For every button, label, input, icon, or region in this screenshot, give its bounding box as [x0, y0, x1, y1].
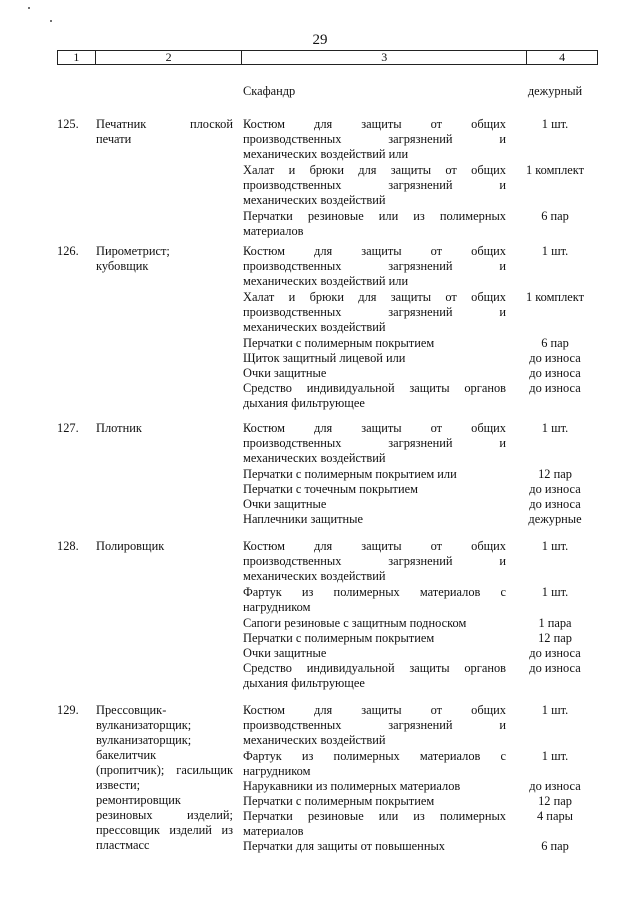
ppe-item-line: Костюм для защиты от общих	[243, 244, 506, 258]
profession-line: Пирометрист;	[96, 244, 170, 258]
ppe-quantity: 12 пар	[538, 467, 572, 481]
profession-line: кубовщик	[96, 259, 149, 273]
table-header	[57, 50, 598, 65]
ppe-item-line: материалов	[243, 824, 304, 838]
profession-line: (пропитчик); гасильщик	[96, 763, 233, 777]
ppe-item-line: механических воздействий	[243, 451, 386, 465]
ppe-quantity: 1 шт.	[541, 703, 569, 717]
ppe-item-line: механических воздействий	[243, 193, 386, 207]
ppe-item-line: Фартук из полимерных материалов с	[243, 585, 506, 599]
profession-line: Печатник плоской	[96, 117, 233, 131]
preface-item: Скафандр	[243, 84, 296, 98]
ppe-item-line: Перчатки с полимерным покрытием	[243, 631, 435, 645]
entry-number: 125.	[57, 117, 79, 131]
ppe-item-line: Фартук из полимерных материалов с	[243, 749, 506, 763]
ppe-item-line: Костюм для защиты от общих	[243, 539, 506, 553]
profession-line: печати	[96, 132, 132, 146]
profession-line: Полировщик	[96, 539, 165, 553]
ppe-quantity: до износа	[529, 779, 581, 793]
profession-line: вулканизаторщик;	[96, 733, 192, 747]
ppe-quantity: до износа	[529, 381, 581, 395]
ppe-item-line: Халат и брюки для защиты от общих	[243, 163, 506, 177]
ppe-quantity: 1 шт.	[541, 244, 569, 258]
ppe-quantity: 6 пар	[541, 839, 569, 853]
ppe-item-line: производственных загрязнений и	[243, 132, 506, 146]
ppe-quantity: 1 комплект	[525, 163, 585, 177]
ppe-item-line: производственных загрязнений и	[243, 178, 506, 192]
ppe-item-line: производственных загрязнений и	[243, 259, 506, 273]
profession-line: ремонтировщик	[96, 793, 181, 807]
profession-line: прессовщик изделий из	[96, 823, 233, 837]
ppe-item-line: механических воздействий	[243, 320, 386, 334]
ppe-quantity: 1 шт.	[541, 539, 569, 553]
ppe-item-line: производственных загрязнений и	[243, 305, 506, 319]
ppe-item-line: материалов	[243, 224, 304, 238]
header-col-2: 2	[96, 51, 242, 64]
ppe-quantity: 1 пара	[538, 616, 572, 630]
ppe-item-line: производственных загрязнений и	[243, 718, 506, 732]
ppe-item-line: Наплечники защитные	[243, 512, 363, 526]
ppe-item-line: Халат и брюки для защиты от общих	[243, 290, 506, 304]
ppe-item-line: дыхания фильтрующее	[243, 396, 365, 410]
ppe-item-line: производственных загрязнений и	[243, 436, 506, 450]
ppe-item-line: нагрудником	[243, 764, 311, 778]
ppe-item-line: Очки защитные	[243, 366, 327, 380]
header-col-1: 1	[58, 51, 96, 64]
ppe-item-line: Перчатки с полимерным покрытием	[243, 794, 435, 808]
ppe-item-line: Костюм для защиты от общих	[243, 703, 506, 717]
ppe-quantity: до износа	[529, 497, 581, 511]
ppe-item-line: Перчатки для защиты от повышенных	[243, 839, 445, 853]
ppe-quantity: 12 пар	[538, 794, 572, 808]
ppe-quantity: 4 пары	[537, 809, 573, 823]
profession-line: вулканизаторщик;	[96, 718, 192, 732]
ppe-item-line: Перчатки с полимерным покрытием	[243, 336, 435, 350]
ppe-quantity: 1 шт.	[541, 421, 569, 435]
ppe-item-line: Средство индивидуальной защиты органов	[243, 661, 506, 675]
ppe-item-line: Перчатки с точечным покрытием	[243, 482, 418, 496]
page-number: 29	[312, 32, 328, 48]
ppe-quantity: до износа	[529, 661, 581, 675]
scan-speck	[50, 20, 52, 22]
ppe-item-line: механических воздействий или	[243, 147, 409, 161]
ppe-quantity: 1 шт.	[541, 749, 569, 763]
ppe-quantity: 6 пар	[541, 336, 569, 350]
ppe-item-line: механических воздействий	[243, 569, 386, 583]
scan-speck	[28, 7, 30, 9]
ppe-quantity: до износа	[529, 482, 581, 496]
profession-line: резиновых изделий;	[96, 808, 233, 822]
ppe-quantity: 6 пар	[541, 209, 569, 223]
entry-number: 126.	[57, 244, 79, 258]
ppe-item-line: Сапоги резиновые с защитным подноском	[243, 616, 467, 630]
ppe-item-line: дыхания фильтрующее	[243, 676, 365, 690]
ppe-item-line: производственных загрязнений и	[243, 554, 506, 568]
ppe-item-line: Перчатки резиновые или из полимерных	[243, 209, 506, 223]
ppe-quantity: до износа	[529, 646, 581, 660]
ppe-item-line: Перчатки резиновые или из полимерных	[243, 809, 506, 823]
entry-number: 129.	[57, 703, 79, 717]
ppe-quantity: до износа	[529, 366, 581, 380]
entry-number: 128.	[57, 539, 79, 553]
ppe-item-line: нагрудником	[243, 600, 311, 614]
ppe-quantity: 12 пар	[538, 631, 572, 645]
ppe-item-line: Щиток защитный лицевой или	[243, 351, 406, 365]
ppe-item-line: механических воздействий	[243, 733, 386, 747]
header-col-4: 4	[559, 50, 566, 64]
ppe-item-line: Очки защитные	[243, 497, 327, 511]
profession-line: бакелитчик	[96, 748, 157, 762]
ppe-quantity: дежурные	[528, 512, 582, 526]
profession-line: Прессовщик-	[96, 703, 167, 717]
ppe-item-line: Костюм для защиты от общих	[243, 117, 506, 131]
ppe-quantity: 1 комплект	[525, 290, 585, 304]
ppe-quantity: 1 шт.	[541, 117, 569, 131]
ppe-item-line: Костюм для защиты от общих	[243, 421, 506, 435]
ppe-item-line: Средство индивидуальной защиты органов	[243, 381, 506, 395]
ppe-item-line: Перчатки с полимерным покрытием или	[243, 467, 457, 481]
ppe-item-line: Очки защитные	[243, 646, 327, 660]
entry-number: 127.	[57, 421, 79, 435]
preface-qty: дежурный	[527, 84, 583, 98]
profession-line: Плотник	[96, 421, 142, 435]
ppe-quantity: 1 шт.	[541, 585, 569, 599]
profession-line: извести;	[96, 778, 141, 792]
ppe-quantity: до износа	[529, 351, 581, 365]
ppe-item-line: механических воздействий или	[243, 274, 409, 288]
header-col-3: 3	[242, 51, 527, 64]
profession-line: пластмасс	[96, 838, 150, 852]
ppe-item-line: Нарукавники из полимерных материалов	[243, 779, 461, 793]
